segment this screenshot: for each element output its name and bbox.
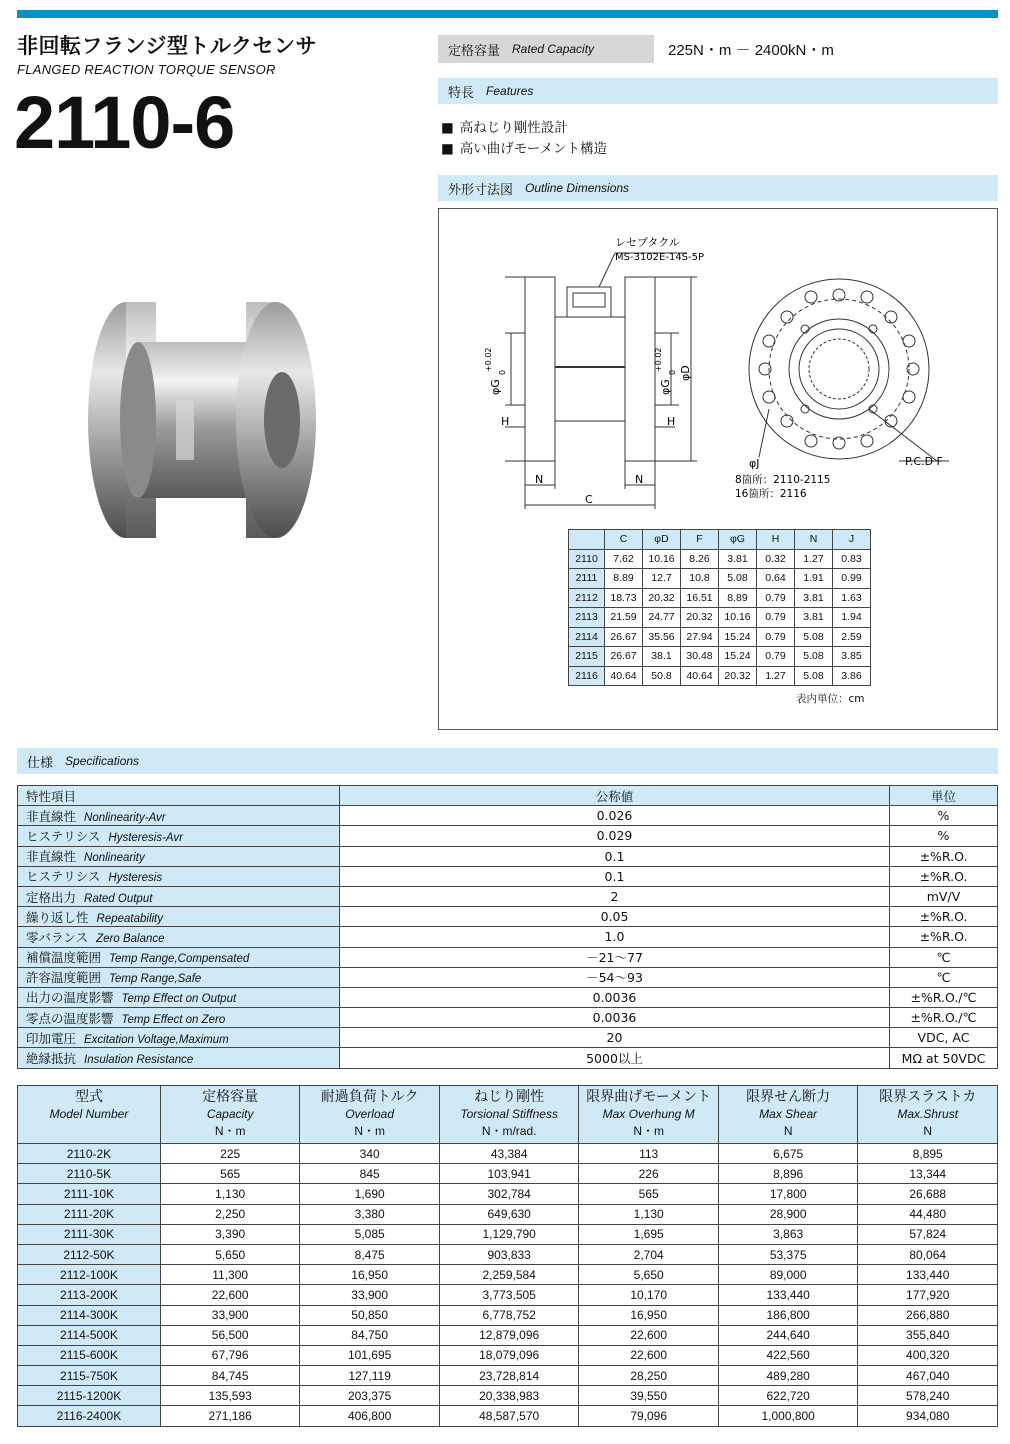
model-row: 2111-20K 2,250 3,380 649,630 1,130 28,900 44,480 (18, 1204, 998, 1224)
rated-capacity-label: 定格容量 Rated Capacity (438, 35, 654, 63)
outline-drawing (439, 209, 997, 527)
spec-table-header: 特性項目 公称値 単位 (18, 786, 998, 806)
dimension-row: 2114 26.67 35.56 27.94 15.24 0.79 5.08 2.59 (569, 627, 871, 647)
label-tol-upper-right: +0.02 (654, 347, 663, 372)
spec-row: 零バランス Zero Balance 1.0 ±%R.O. (18, 927, 998, 947)
spec-row: 補償温度範囲 Temp Range,Compensated －21～77 ℃ (18, 947, 998, 967)
rated-capacity-value: 225N・m － 2400kN・m (668, 42, 834, 59)
spec-row: 非直線性 Nonlinearity-Avr 0.026 % (18, 806, 998, 826)
outline-header: 外形寸法図 Outline Dimensions (438, 175, 998, 201)
model-table (17, 1085, 998, 1427)
spec-row: 印加電圧 Excitation Voltage,Maximum 20 VDC, AC (18, 1028, 998, 1048)
dimension-row: 2111 8.89 12.7 10.8 5.08 0.64 1.91 0.99 (569, 569, 871, 589)
dimension-table-header: C φD F φG H N J (569, 530, 871, 550)
features-header: 特長 Features (438, 78, 998, 104)
model-row: 2112-100K 11,300 16,950 2,259,584 5,650 89,000 133,440 (18, 1265, 998, 1285)
spec-row: 出力の温度影響 Temp Effect on Output 0.0036 ±%R.O./℃ (18, 987, 998, 1007)
dimension-row: 2110 7.62 10.16 8.26 3.81 0.32 1.27 0.83 (569, 549, 871, 569)
label-n-left: N (535, 473, 544, 486)
page-title-jp: 非回転フランジ型トルクセンサ (17, 34, 318, 58)
features-list (441, 118, 607, 160)
model-row: 2115-750K 84,745 127,119 23,728,814 28,250 489,280 467,040 (18, 1366, 998, 1386)
model-table-header: 型式 Model Number 定格容量 Capacity N・m 耐過負荷トルク Overload N・m ねじり剛性 Torsional Stiffness N・m/rad. 限界曲げモーメント Max Overhung M N・m 限界せん断力 Max Shear N 限界スラストカ Max.Shrust N (18, 1086, 998, 1144)
model-row: 2114-500K 56,500 84,750 12,879,096 22,600 244,640 355,840 (18, 1325, 998, 1345)
spec-row: 零点の温度影響 Temp Effect on Zero 0.0036 ±%R.O./℃ (18, 1008, 998, 1028)
label-receptacle: レセプタクル (615, 236, 680, 249)
label-h-left: H (501, 415, 510, 428)
spec-row: 非直線性 Nonlinearity 0.1 ±%R.O. (18, 846, 998, 866)
model-row: 2112-50K 5,650 8,475 903,833 2,704 53,375 80,064 (18, 1244, 998, 1264)
label-phi-g-left: φG (489, 379, 502, 395)
specifications-header: 仕様 Specifications (17, 748, 998, 774)
feature-item: ■ 高い曲げモーメント構造 (441, 139, 607, 160)
specifications-table (17, 785, 998, 1069)
label-h-right: H (667, 415, 676, 428)
model-row: 2113-200K 22,600 33,900 3,773,505 10,170 133,440 177,920 (18, 1285, 998, 1305)
label-tol-lower-right: 0 (668, 369, 677, 375)
model-row: 2115-600K 67,796 101,695 18,079,096 22,600 422,560 400,320 (18, 1345, 998, 1365)
model-number: 2110-6 (14, 81, 235, 164)
dimension-row: 2113 21.59 24.77 20.32 10.16 0.79 3.81 1.94 (569, 608, 871, 628)
model-row: 2116-2400K 271,186 406,800 48,587,570 79,096 1,000,800 934,080 (18, 1406, 998, 1426)
spec-row: ヒステリシス Hysteresis-Avr 0.029 % (18, 826, 998, 846)
model-row: 2114-300K 33,900 50,850 6,778,752 16,950 186,800 266,880 (18, 1305, 998, 1325)
dimension-row: 2115 26.67 38.1 30.48 15.24 0.79 5.08 3.85 (569, 647, 871, 667)
dimension-unit-note: 表内単位：cm (796, 693, 865, 705)
page-title-en: FLANGED REACTION TORQUE SENSOR (17, 62, 276, 77)
spec-row: 絶縁抵抗 Insulation Resistance 5000以上 MΩ at 50VDC (18, 1048, 998, 1068)
model-row: 2111-30K 3,390 5,085 1,129,790 1,695 3,863 57,824 (18, 1224, 998, 1244)
label-holes-8: 8箇所：2110-2115 (735, 474, 831, 486)
spec-row: 繰り返し性 Repeatability 0.05 ±%R.O. (18, 907, 998, 927)
dimension-table (568, 529, 871, 686)
label-holes-16: 16箇所：2116 (735, 488, 807, 500)
model-row: 2115-1200K 135,593 203,375 20,338,983 39,550 622,720 578,240 (18, 1386, 998, 1406)
label-tol-lower-left: 0 (498, 369, 507, 375)
model-row: 2111-10K 1,130 1,690 302,784 565 17,800 26,688 (18, 1184, 998, 1204)
label-phi-g-right: φG (659, 379, 672, 395)
feature-item: ■ 高ねじり剛性設計 (441, 118, 607, 139)
top-accent-bar (17, 10, 998, 18)
spec-row: 定格出力 Rated Output 2 mV/V (18, 886, 998, 906)
label-tol-upper-left: +0.02 (484, 347, 493, 372)
label-pcd: P.C.D F (905, 455, 943, 468)
product-photo (78, 280, 328, 560)
dimension-row: 2116 40.64 50.8 40.64 20.32 1.27 5.08 3.86 (569, 666, 871, 686)
dimension-row: 2112 18.73 20.32 16.51 8.89 0.79 3.81 1.63 (569, 588, 871, 608)
spec-row: 許容温度範囲 Temp Range,Safe －54～93 ℃ (18, 967, 998, 987)
label-c: C (585, 493, 593, 506)
label-connector: MS-3102E-14S-5P (615, 252, 705, 263)
label-phi-d: φD (679, 365, 692, 381)
label-n-right: N (635, 473, 644, 486)
spec-row: ヒステリシス Hysteresis 0.1 ±%R.O. (18, 866, 998, 886)
model-row: 2110-2K 225 340 43,384 113 6,675 8,895 (18, 1144, 998, 1164)
label-phi-j: φJ (749, 457, 760, 470)
model-row: 2110-5K 565 845 103,941 226 8,896 13,344 (18, 1164, 998, 1184)
